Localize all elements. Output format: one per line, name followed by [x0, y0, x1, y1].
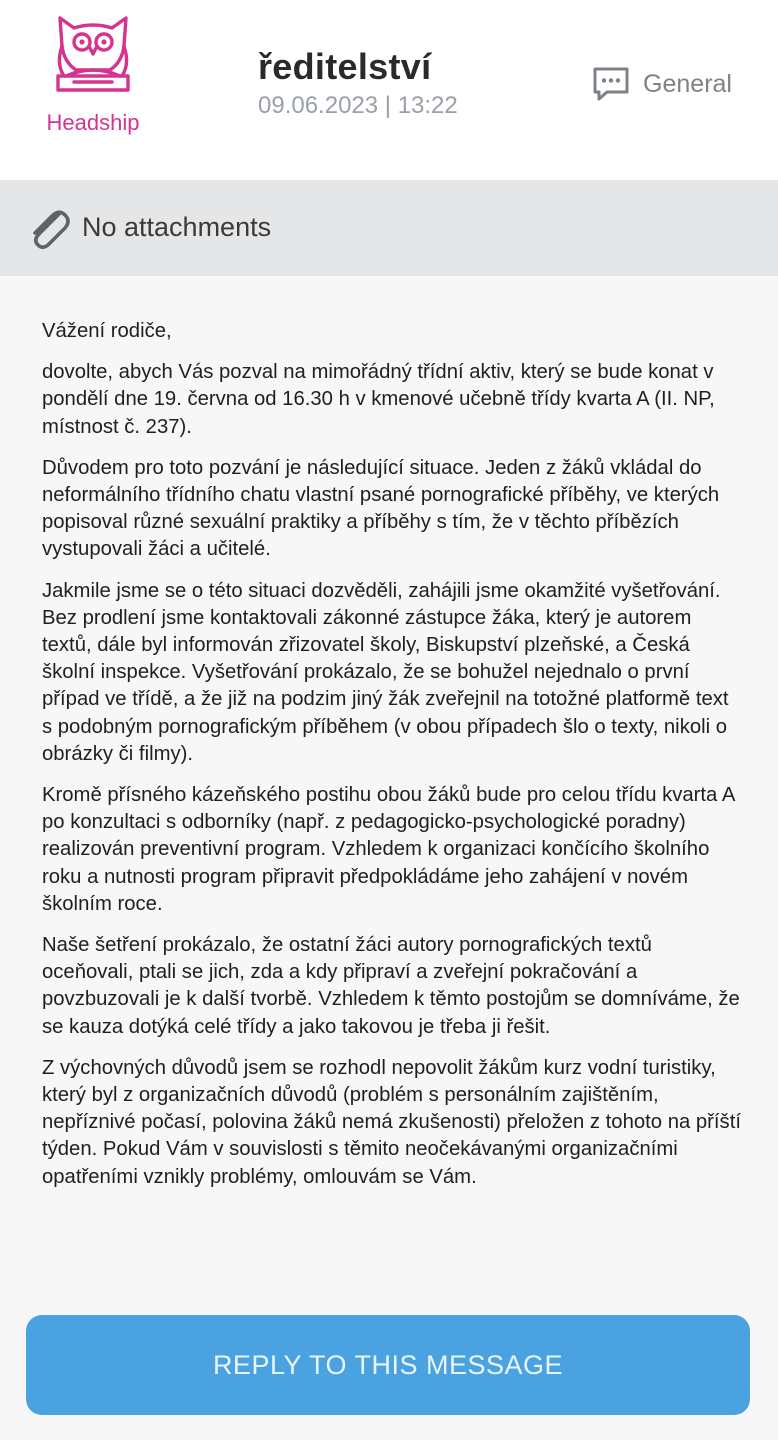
logo-text: Headship: [46, 110, 140, 135]
category-tag[interactable]: [591, 64, 732, 104]
message-paragraph: Naše šetření prokázalo, že ostatní žáci autory pornografických textů oceňovali, ptali se jich, zda a kdy připraví a zveřejní pokračování a povzbuzovali je k další tvorbě. Vzhledem k těmto postojům se domníváme, že se kauza dotýká celé třídy a jako takovou je třeba ji řešit.: [42, 934, 740, 1038]
message-header: [0, 0, 778, 180]
message-paragraph: Důvodem pro toto pozvání je následující situace. Jeden z žáků vkládal do neformálního třídního chatu vlastní psané pornografické příběhy, ve kterých popisoval různé sexuální praktiky a příběhy s tím, že v těchto příbězích vystupovali žáci a učitelé.: [42, 456, 720, 561]
headship-logo[interactable]: [40, 12, 146, 135]
message-datetime: 09.06.2023 | 13:22: [258, 92, 458, 119]
message-body: [42, 318, 742, 1282]
reply-button[interactable]: REPLY TO THIS MESSAGE: [26, 1315, 750, 1415]
owl-book-logo-icon: [52, 12, 134, 108]
attachments-bar[interactable]: [0, 180, 778, 276]
attachments-label: No attachments: [82, 212, 272, 242]
message-paragraph: dovolte, abych Vás pozval na mimořádný třídní aktiv, který se bude konat v pondělí dne 19. června od 16.30 h v kmenové učebně třídy kvarta A (II. NP, místnost č. 237).: [42, 361, 715, 438]
chat-bubble-icon: [591, 65, 631, 103]
message-paragraph: Z výchovných důvodů jsem se rozhodl nepovolit žákům kurz vodní turistiky, který byl z organizačních důvodů (problém s personálním zajištěním, nepříznivé počasí, polovina žáků nemá zkušenosti) přeložen z tohoto na příští týden. Pokud Vám v souvislosti s těmito neočekávanými organizačními opatřeními vznikly problémy, omlouvám se Vám.: [42, 1056, 741, 1188]
message-paragraph: Kromě přísného kázeňského postihu obou žáků bude pro celou třídu kvarta A po konzultaci s odborníky (např. z pedagogicko-psychologické poradny) realizován preventivní program. Vzhledem k organizaci končícího školního roku a nutnosti program připravit předpokládáme jeho zahájení v novém školním roce.: [42, 784, 735, 915]
message-paragraph: Vážení rodiče,: [42, 320, 172, 342]
category-label: General: [643, 69, 732, 98]
sender-name: ředitelství: [258, 46, 432, 87]
paperclip-icon: [26, 204, 72, 252]
message-paragraph: Jakmile jsme se o této situaci dozvěděli, zahájili jsme okamžité vyšetřování. Bez prodlení jsme kontaktovali zákonné zástupce žáka, který je autorem textů, dále byl informován zřizovatel školy, Biskupství plzeňské, a Česká školní inspekce. Vyšetřování prokázalo, že se bohužel nejednalo o první případ ve třídě, a že již na podzim jiný žák zveřejnil na totožné platformě text s podobným pornografickým příběhem (v obou případech šlo o texty, nikoli o obrázky či filmy).: [42, 579, 729, 765]
